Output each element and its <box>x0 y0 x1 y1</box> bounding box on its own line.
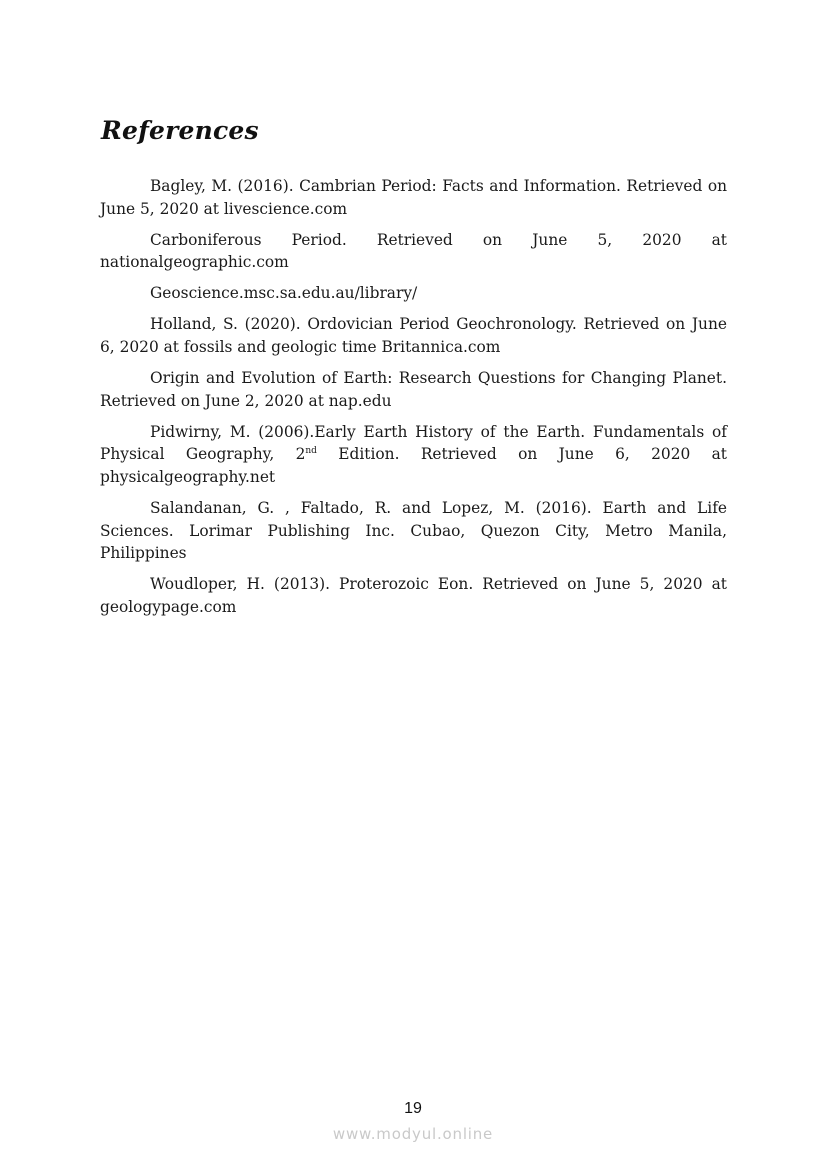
references-heading: References <box>101 116 259 145</box>
reference-entry-carboniferous: Carboniferous Period. Retrieved on June 5, 2020 at nationalgeographic.com <box>100 230 727 272</box>
reference-entry-bagley: Bagley, M. (2016). Cambrian Period: Facts and Information. Retrieved on June 5, 2020 at livescience.com <box>100 177 727 218</box>
edition-superscript: nd <box>305 446 317 457</box>
reference-entry-woudloper: Woudloper, H. (2013). Proterozoic Eon. Retrieved on June 5, 2020 at geologypage.com <box>100 575 727 616</box>
reference-entry-pidwirny <box>100 421 727 489</box>
watermark-text: www.modyul.online <box>332 1125 494 1143</box>
reference-text-part: Pidwirny, M. (2006).Early Earth History of the Earth. Fundamentals of Physical Geography, 2 <box>100 422 727 464</box>
reference-entry-origin-evolution: Origin and Evolution of Earth: Research Questions for Changing Planet. Retrieved on June 2, 2020 at nap.edu <box>100 369 727 410</box>
reference-list <box>100 175 727 627</box>
page-number: 19 <box>404 1100 422 1117</box>
reference-entry-holland: Holland, S. (2020). Ordovician Period Geochronology. Retrieved on June 6, 2020 at fossils and geologic time Britannica.com <box>100 315 727 357</box>
reference-entry-geoscience: Geoscience.msc.sa.edu.au/library/ <box>150 284 418 303</box>
reference-text-part: Edition. Retrieved on June 6, 2020 at physicalgeography.net <box>100 445 727 487</box>
reference-entry-salandanan: Salandanan, G. , Faltado, R. and Lopez, M. (2016). Earth and Life Sciences. Lorimar Publishing Inc. Cubao, Quezon City, Metro Manila, Philippines <box>100 499 727 563</box>
